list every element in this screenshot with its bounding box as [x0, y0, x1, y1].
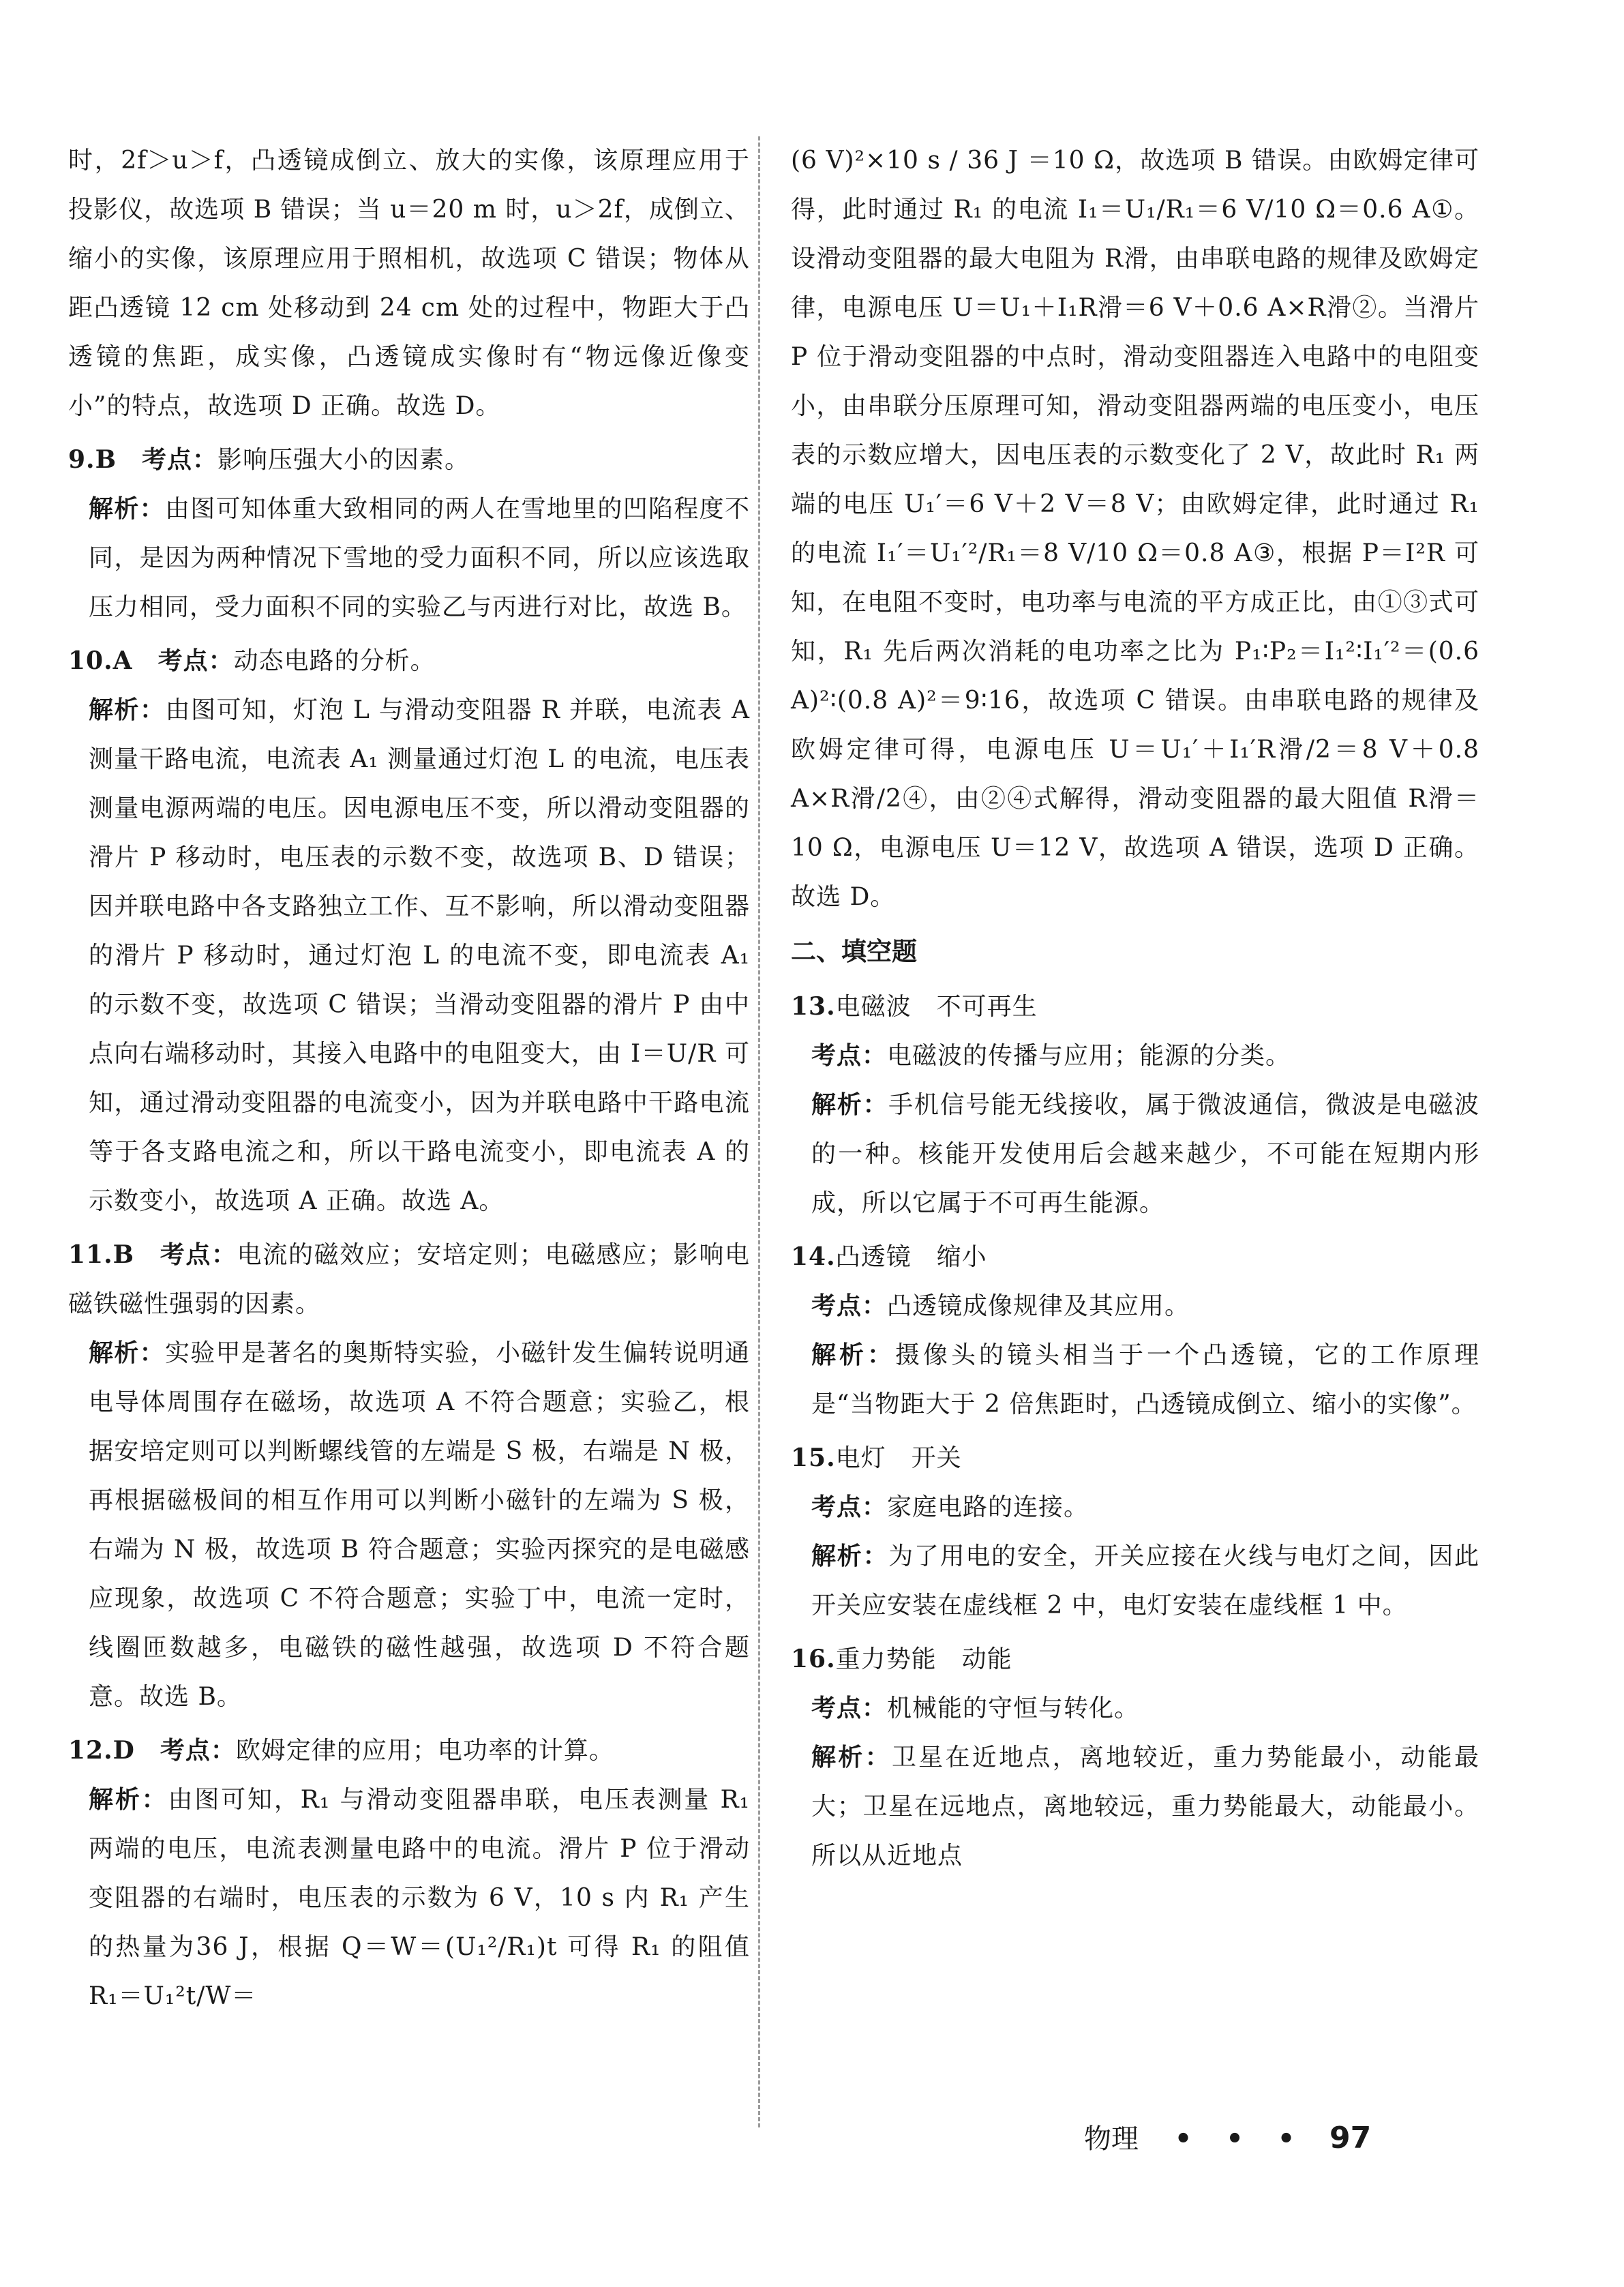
answer-letter: A	[112, 646, 133, 675]
question-number: 11.	[68, 1240, 113, 1269]
paragraph-text: (6 V)²×10 s / 36 J ＝10 Ω，故选项 B 错误。由欧姆定律可得，此时通过 R₁ 的电流 I₁＝U₁/R₁＝6 V/10 Ω＝0.6 A①。设滑动变阻器的最大电阻为 R滑，由串联电路的规律及欧姆定律，电源电压 U＝U₁＋I₁R滑＝6 V＋0.6 A×R滑②。当滑片 P 位于滑动变阻器的中点时，滑动变阻器连入电路中的电阻变小，由串联分压原理可知，滑动变阻器两端的电压变小，电压表的示数应增大，因电压表的示数变化了 2 V，故此时 R₁ 两端的电压 U₁′＝6 V＋2 V＝8 V；由欧姆定律，此时通过 R₁ 的电流 I₁′＝U₁′²/R₁＝8 V/10 Ω＝0.8 A③，根据 P＝I²R 可知，在电阻不变时，电功率与电流的平方成正比，由①③式可知，R₁ 先后两次消耗的电功率之比为 P₁∶P₂＝I₁²∶I₁′²＝(0.6 A)²∶(0.8 A)²＝9∶16，故选项 C 错误。由串联电路的规律及欧姆定律可得，电源电压 U＝U₁′＋I₁′R滑/2＝8 V＋0.8 A×R滑/2④，由②④式解得，滑动变阻器的最大阻值 R滑＝10 Ω，电源电压 U＝12 V，故选项 A 错误，选项 D 正确。故选 D。	[791, 147, 1479, 911]
keyword-label: 解析：	[811, 1542, 889, 1570]
keyword-label: 解析：	[89, 495, 165, 523]
keyword-label: 考点：	[811, 1493, 888, 1521]
fill-answer	[791, 1433, 1479, 1483]
keyword-label: 考点：	[160, 1737, 236, 1765]
paragraph	[791, 136, 1479, 922]
keyword-label: 考点：	[811, 1042, 888, 1070]
analysis-text: 凸透镜成像规律及其应用。	[887, 1292, 1190, 1320]
keyword-label: 考点：	[811, 1292, 888, 1320]
answer-letter: D	[112, 1736, 135, 1765]
question-answer	[68, 636, 750, 686]
answer-text: 影响压强大小的因素。	[217, 446, 470, 474]
right-column	[791, 136, 1479, 1881]
page-number: 97	[1329, 2121, 1372, 2155]
analysis-text: 机械能的守恒与转化。	[887, 1694, 1140, 1722]
answer-text: 动态电路的分析。	[233, 647, 436, 675]
keyword-label: 考点：	[157, 647, 234, 675]
answer-letter: B	[95, 445, 117, 474]
keyword-label: 解析：	[811, 1744, 892, 1772]
answer-text: 电流的磁效应；安培定则；电磁感应；影响电磁铁磁性强弱的因素。	[68, 1241, 750, 1318]
analysis-paragraph	[68, 1329, 750, 1722]
question-number: 15.	[791, 1444, 836, 1472]
analysis-paragraph	[791, 1483, 1479, 1532]
fill-answer-text: 电灯 开关	[835, 1444, 962, 1472]
analysis-text: 为了用电的安全，开关应接在火线与电灯之间，因此开关应安装在虚线框 2 中，电灯安装在虚线框 1 中。	[811, 1542, 1479, 1619]
analysis-paragraph	[791, 1532, 1479, 1630]
analysis-paragraph	[791, 1733, 1479, 1881]
footer-subject: 物理	[1084, 2123, 1139, 2155]
analysis-text: 由图可知，灯泡 L 与滑动变阻器 R 并联，电流表 A 测量干路电流，电流表 A₁ 测量通过灯泡 L 的电流，电压表测量电源两端的电压。因电源电压不变，所以滑动变阻器的滑片 P 移动时，电压表的示数不变，故选项 B、D 错误；因并联电路中各支路独立工作、互不影响，所以滑动变阻器的滑片 P 移动时，通过灯泡 L 的电流不变，即电流表 A₁ 的示数不变，故选项 C 错误；当滑动变阻器的滑片 P 由中点向右端移动时，其接入电路中的电阻变大，由 I＝U/R 可知，通过滑动变阻器的电流变小，因为并联电路中干路电流等于各支路电流之和，所以干路电流变小，即电流表 A 的示数变小，故选项 A 正确。故选 A。	[89, 696, 750, 1215]
footer-dots: • • •	[1174, 2123, 1308, 2155]
analysis-paragraph	[68, 686, 750, 1226]
question-number: 9.	[68, 445, 95, 474]
left-column	[68, 136, 750, 2021]
keyword-label: 解析：	[811, 1091, 889, 1119]
keyword-label: 解析：	[811, 1341, 895, 1369]
analysis-text: 电磁波的传播与应用；能源的分类。	[887, 1042, 1291, 1070]
question-answer	[68, 435, 750, 485]
fill-answer	[791, 982, 1479, 1032]
column-divider	[758, 136, 760, 2127]
fill-answer-text: 重力势能 动能	[835, 1645, 1012, 1673]
question-answer	[68, 1726, 750, 1776]
analysis-paragraph	[791, 1684, 1479, 1733]
analysis-text: 家庭电路的连接。	[887, 1493, 1089, 1521]
answer-text: 欧姆定律的应用；电功率的计算。	[235, 1737, 614, 1765]
keyword-label: 解析：	[89, 1786, 168, 1814]
question-number: 16.	[791, 1645, 836, 1673]
analysis-paragraph	[791, 1032, 1479, 1081]
analysis-text: 由图可知，R₁ 与滑动变阻器串联，电压表测量 R₁ 两端的电压，电流表测量电路中的电流。滑片 P 位于滑动变阻器的右端时，电压表的示数为 6 V，10 s 内 R₁ 产生的热量为36 J，根据 Q＝W＝(U₁²/R₁)t 可得 R₁ 的阻值 R₁＝U₁²t/W＝	[89, 1786, 750, 2010]
paragraph	[68, 136, 750, 431]
keyword-label: 解析：	[89, 1339, 165, 1367]
keyword-label: 考点：	[160, 1241, 237, 1269]
analysis-paragraph	[791, 1331, 1479, 1429]
analysis-paragraph	[68, 1776, 750, 2021]
question-number: 10.	[68, 646, 113, 675]
question-answer	[68, 1230, 750, 1329]
section-heading: 二、填空题	[791, 937, 917, 966]
keyword-label: 解析：	[89, 696, 166, 724]
question-number: 14.	[791, 1242, 836, 1271]
paragraph-text: 时，2f＞u＞f，凸透镜成倒立、放大的实像，该原理应用于投影仪，故选项 B 错误；当 u＝20 m 时，u＞2f，成倒立、缩小的实像，该原理应用于照相机，故选项 C 错误；物体从距凸透镜 12 cm 处移动到 24 cm 处的过程中，物距大于凸透镜的焦距，成实像，凸透镜成实像时有“物远像近像变小”的特点，故选项 D 正确。故选 D。	[68, 147, 750, 420]
fill-answer	[791, 1634, 1479, 1684]
answer-letter: B	[112, 1240, 135, 1269]
analysis-text: 实验甲是著名的奥斯特实验，小磁针发生偏转说明通电导体周围存在磁场，故选项 A 不符合题意；实验乙，根据安培定则可以判断螺线管的左端是 S 极，右端是 N 极，再根据磁极间的相互作用可以判断小磁针的左端为 S 极，右端为 N 极，故选项 B 符合题意；实验丙探究的是电磁感应现象，故选项 C 不符合题意；实验丁中，电流一定时，线圈匝数越多，电磁铁的磁性越强，故选项 D 不符合题意。故选 B。	[89, 1339, 750, 1711]
keyword-label: 考点：	[811, 1694, 888, 1722]
analysis-text: 由图可知体重大致相同的两人在雪地里的凹陷程度不同，是因为两种情况下雪地的受力面积不同，所以应该选取压力相同，受力面积不同的实验乙与丙进行对比，故选 B。	[89, 495, 750, 621]
fill-answer-text: 电磁波 不可再生	[835, 993, 1038, 1021]
keyword-label: 考点：	[142, 446, 218, 474]
question-number: 13.	[791, 992, 836, 1021]
fill-answer-text: 凸透镜 缩小	[835, 1243, 987, 1271]
analysis-text: 手机信号能无线接收，属于微波通信，微波是电磁波的一种。核能开发使用后会越来越少，不可能在短期内形成，所以它属于不可再生能源。	[811, 1091, 1479, 1217]
question-number: 12.	[68, 1736, 113, 1765]
fill-answer	[791, 1232, 1479, 1282]
analysis-paragraph	[791, 1282, 1479, 1331]
analysis-text: 摄像头的镜头相当于一个凸透镜，它的工作原理是“当物距大于 2 倍焦距时，凸透镜成倒立、缩小的实像”。	[811, 1341, 1479, 1418]
analysis-paragraph	[791, 1081, 1479, 1228]
page-footer	[1084, 2117, 1371, 2156]
analysis-paragraph	[68, 485, 750, 632]
analysis-text: 卫星在近地点，离地较近，重力势能最小，动能最大；卫星在远地点，离地较远，重力势能最大，动能最小。所以从近地点	[811, 1744, 1479, 1870]
